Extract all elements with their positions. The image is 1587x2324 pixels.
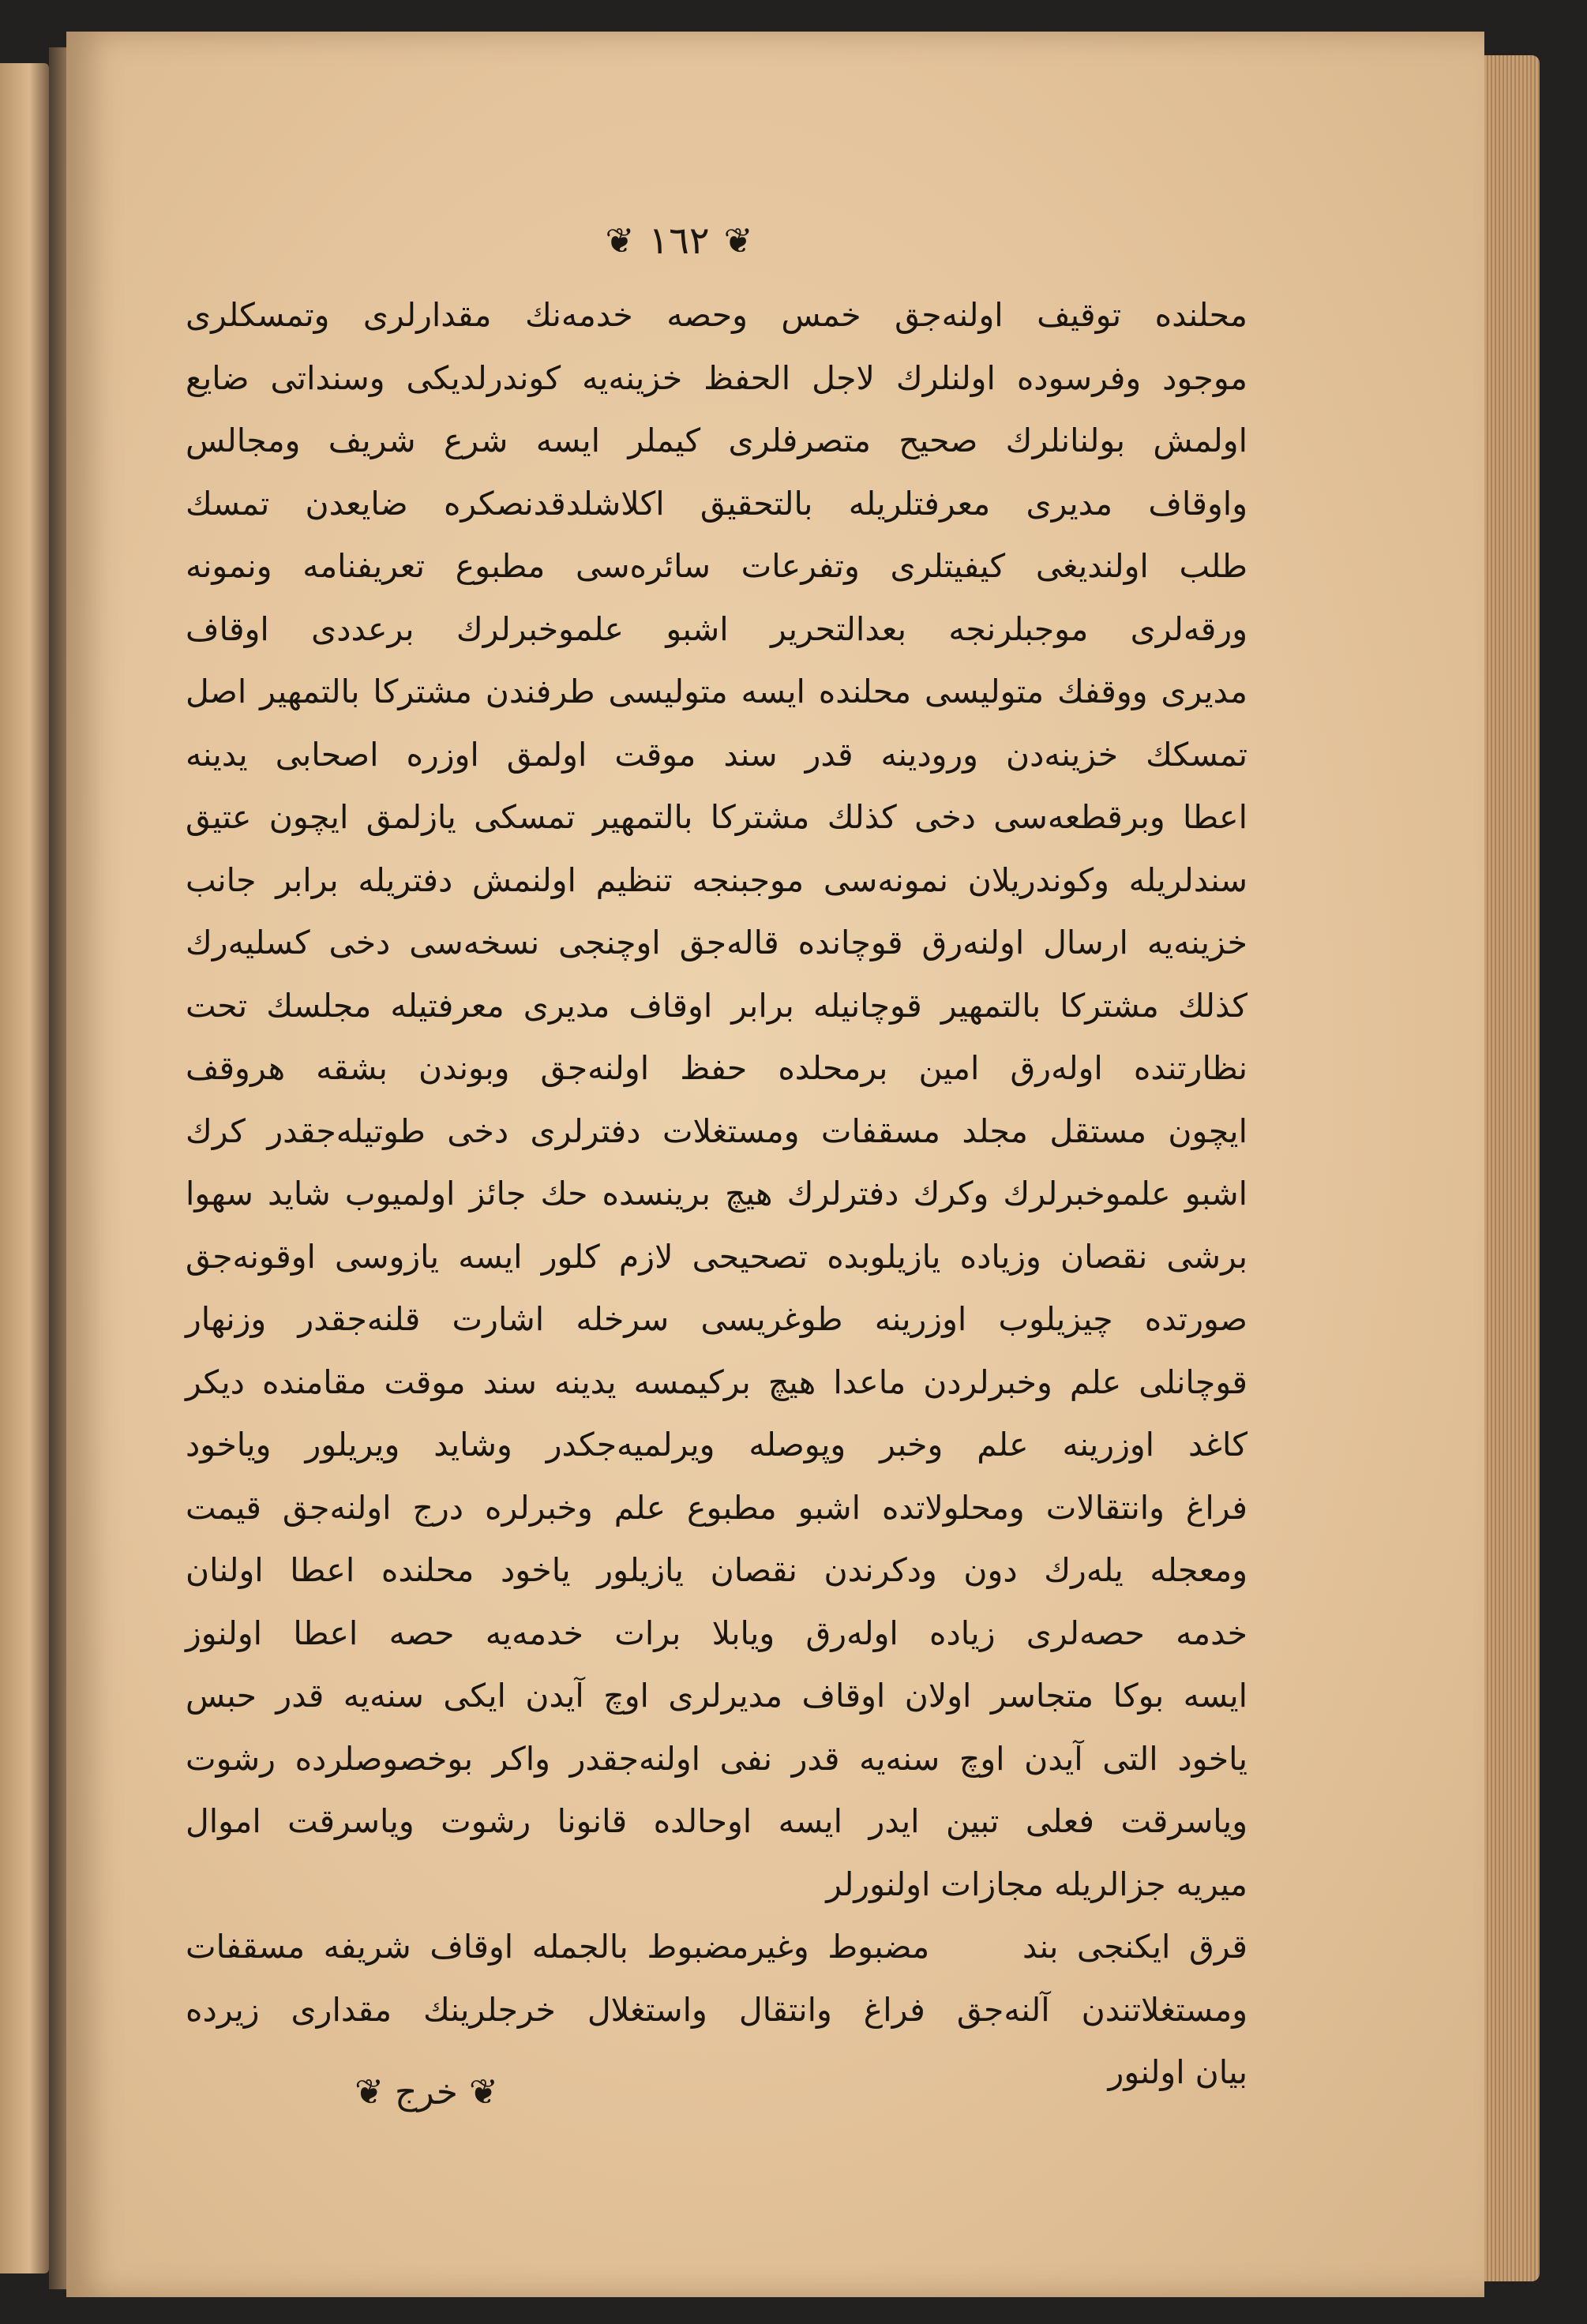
page-body (186, 284, 1247, 2105)
right-ornament-icon: ❦ (723, 220, 753, 261)
text-line: ومعجله یله‌رك دون ودكرندن نقصان یازیلور یاخود محلنده اعطا اولنان (186, 1551, 1247, 1589)
page-number: ١٦٢ (648, 219, 710, 263)
page-footer (332, 2060, 521, 2123)
text-line: محلنده توقیف اولنه‌جق خمس وحصه خدمه‌نك مقدارلری وتمسكلری (186, 296, 1247, 334)
text-line: كذلك مشتركا بالتمهیر قوچانیله برابر اوقاف مدیری معرفتیله مجلسك تحت (186, 986, 1247, 1025)
text-line: اولمش بولنانلرك صحیح متصرفلری كیملر ایسه شرع شریف ومجالس (186, 422, 1247, 459)
text-line: صورتده چیزیلوب اوزرینه طوغریسی سرخله اشارت قلنه‌جقدر وزنهار (186, 1300, 1247, 1338)
page-stack-edges (1484, 55, 1540, 2281)
right-ornament-icon: ❦ (468, 2071, 498, 2112)
section-text-line: مضبوط وغیرمضبوط بالجمله اوقاف شریفه مسقفات (186, 1928, 930, 1966)
text-line: مدیری ووقفك متولیسی محلنده ایسه متولیسی طرفندن مشتركا بالتمهیر اصل (186, 673, 1247, 710)
text-line: موجود وفرسوده اولنلرك لاجل الحفظ خزینه‌یه كوندرلدیكی وسنداتی ضایع (186, 358, 1247, 397)
text-line: واوقاف مدیری معرفتلریله بالتحقیق اكلاشلدقدنصكره ضایعدن تمسك (186, 484, 1247, 523)
text-line: نظارتنده اوله‌رق امین برمحلده حفظ اولنه‌جق وبوندن بشقه هروقف (186, 1049, 1247, 1087)
text-line: میریه جزالریله مجازات اولنورلر (826, 1865, 1247, 1903)
text-line: قوچانلی علم وخبرلردن ماعدا هیچ بركیمسه یدینه سند موقت مقامنده دیكر (186, 1363, 1247, 1401)
text-line: یاخود التی آیدن اوچ سنه‌یه قدر نفی اولنه‌جقدر واكر بوخصوصلرده رشوت (186, 1739, 1247, 1778)
section-heading: قرق ایكنجی بند (1022, 1928, 1247, 1966)
text-line: خزینه‌یه ارسال اولنه‌رق قوچانده قاله‌جق اوچنجی نسخه‌سی دخی كسلیه‌رك (186, 924, 1247, 961)
text-line: طلب اولندیغی كیفیتلری وتفرعات سائره‌سی مطبوع تعریفنامه ونمونه (186, 547, 1247, 585)
footer-title: خرج (395, 2071, 458, 2112)
page-header (568, 213, 790, 268)
text-line: فراغ وانتقالات ومحلولاتده اشبو مطبوع علم وخبرلره درج اولنه‌جق قیمت (186, 1488, 1247, 1527)
text-line: ایسه بوكا متجاسر اولان اوقاف مدیرلری اوچ آیدن ایكی سنه‌یه قدر حبس (186, 1677, 1247, 1715)
text-line: وياسرقت فعلی تبین ایدر ایسه اوحالده قانونا رشوت ویاسرقت اموال (186, 1802, 1247, 1840)
text-line: تمسكك خزینه‌دن ورودینه قدر سند موقت اولمق اوزره اصحابی یدینه (186, 735, 1247, 774)
text-line: برشی نقصان وزیاده یازیلوبده تصحیحی لازم كلور ایسه یازوسی اوقونه‌جق (186, 1237, 1247, 1276)
left-ornament-icon: ❦ (605, 220, 635, 261)
text-line: كاغد اوزرینه علم وخبر وپوصله ویرلمیه‌جكدر وشاید ویریلور ویاخود (186, 1426, 1247, 1464)
previous-page-edge (0, 63, 49, 2273)
text-line: اعطا وبرقطعه‌سی دخی كذلك مشتركا بالتمهیر تمسكی یازلمق ایچون عتیق (186, 798, 1247, 836)
section-text-line: ومستغلاتندن آلنه‌جق فراغ وانتقال واستغلال خرجلرینك مقداری زیرده (186, 1990, 1247, 2029)
book-gutter (49, 47, 66, 2289)
section-heading-line (186, 1916, 1247, 1979)
text-line: ورقه‌لری موجبلرنجه بعدالتحریر اشبو علموخبرلرك برعددی اوقاف (186, 609, 1247, 648)
left-ornament-icon: ❦ (355, 2071, 385, 2112)
text-line: ایچون مستقل مجلد مسقفات ومستغلات دفترلری دخی طوتیله‌جقدر كرك (186, 1111, 1247, 1150)
section-text-line: بیان اولنور (1108, 2053, 1247, 2091)
text-line: خدمه حصه‌لری زیاده اوله‌رق ویابلا برات خدمه‌یه حصه اعطا اولنوز (186, 1614, 1247, 1652)
text-line: اشبو علموخبرلرك وكرك دفترلرك هیچ برینسده حك جائز اولمیوب شاید سهوا (186, 1175, 1247, 1213)
text-line: سندلریله وكوندریلان نمونه‌سی موجبنجه تنظیم اولنمش دفتریله برابر جانب (186, 860, 1247, 899)
